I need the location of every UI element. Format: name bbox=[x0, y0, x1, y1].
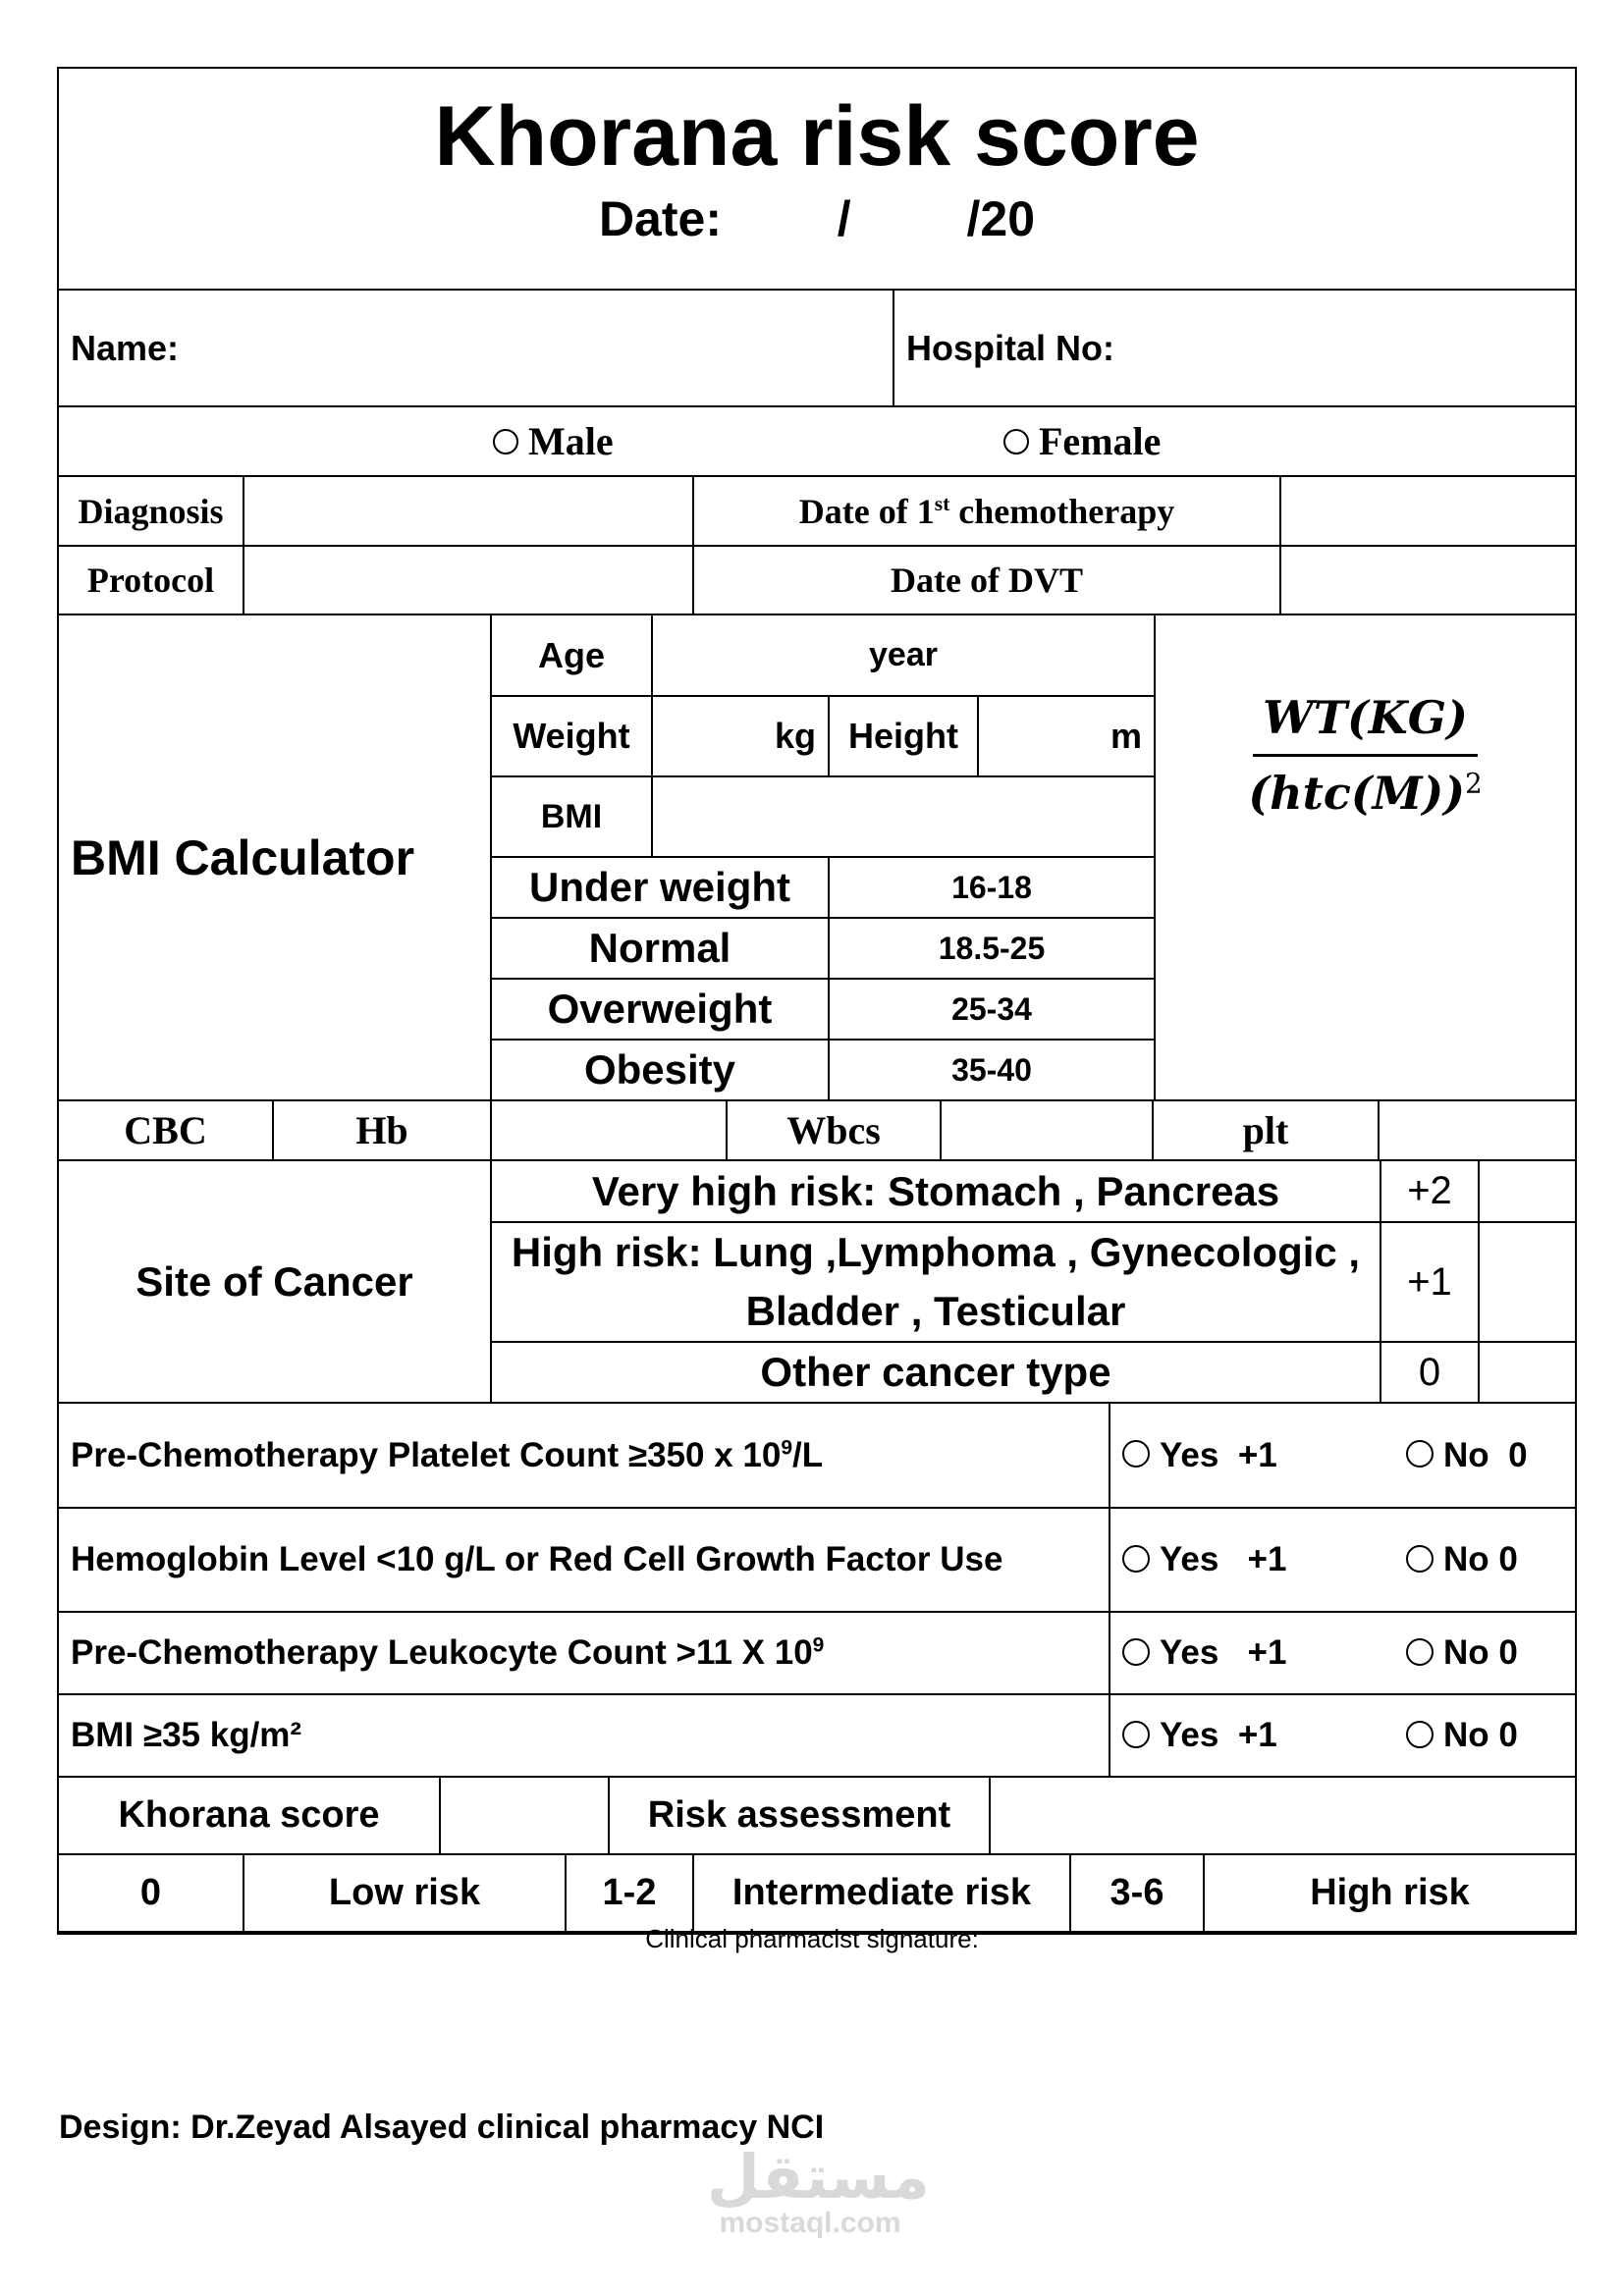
watermark-arabic: مستقل bbox=[707, 2141, 930, 2213]
date-label: Date: bbox=[598, 191, 722, 246]
bmi-formula bbox=[1155, 615, 1575, 1100]
wbcs-input[interactable] bbox=[941, 1101, 1153, 1160]
bmi-input[interactable] bbox=[652, 776, 1155, 857]
yes-radio-icon[interactable] bbox=[1122, 1721, 1150, 1748]
yes-radio-icon[interactable] bbox=[1122, 1545, 1150, 1573]
dvt-input[interactable] bbox=[1280, 546, 1575, 614]
male-label: Male bbox=[528, 418, 614, 463]
no-radio-icon[interactable] bbox=[1406, 1440, 1434, 1468]
bmi-range-value: 35-40 bbox=[829, 1040, 1155, 1100]
plt-label: plt bbox=[1153, 1101, 1379, 1160]
hb-input[interactable] bbox=[491, 1101, 727, 1160]
male-option[interactable] bbox=[493, 418, 614, 464]
page-title: Khorana risk score bbox=[434, 89, 1200, 184]
first-chemo-label: Date of 1st chemotherapy bbox=[693, 477, 1280, 546]
site-row-score: 0 bbox=[1380, 1342, 1479, 1403]
scale-range: 0 bbox=[59, 1855, 244, 1932]
bmi-range-value: 16-18 bbox=[829, 857, 1155, 918]
female-label: Female bbox=[1039, 418, 1162, 463]
bmi-range-label: Normal bbox=[491, 918, 829, 979]
hospital-no-label: Hospital No: bbox=[906, 327, 1114, 368]
form-header bbox=[59, 69, 1575, 291]
height-input[interactable] bbox=[978, 696, 1155, 776]
date-line bbox=[59, 190, 1575, 247]
criterion-no-option[interactable]: No 0 bbox=[1394, 1694, 1575, 1777]
scale-range: 3-6 bbox=[1070, 1855, 1204, 1932]
weight-input[interactable] bbox=[652, 696, 829, 776]
plt-input[interactable] bbox=[1379, 1101, 1575, 1160]
criterion-yes-option[interactable]: Yes +1 bbox=[1110, 1694, 1394, 1777]
site-row-score: +1 bbox=[1380, 1222, 1479, 1342]
scale-label: High risk bbox=[1204, 1855, 1575, 1932]
design-credit: Design: Dr.Zeyad Alsayed clinical pharmacy NCI bbox=[59, 2109, 825, 2146]
yes-radio-icon[interactable] bbox=[1122, 1638, 1150, 1666]
criterion-yes-option[interactable]: Yes +1 bbox=[1110, 1404, 1394, 1508]
khorana-form bbox=[57, 67, 1577, 1935]
mostaql-watermark bbox=[707, 2141, 930, 2239]
risk-assessment-input[interactable] bbox=[990, 1778, 1575, 1854]
hb-label: Hb bbox=[273, 1101, 491, 1160]
khorana-score-input[interactable] bbox=[440, 1778, 609, 1854]
name-field[interactable] bbox=[59, 291, 893, 406]
male-radio-icon[interactable] bbox=[493, 429, 518, 454]
first-chemo-input[interactable] bbox=[1280, 477, 1575, 546]
gender-table bbox=[59, 407, 1575, 477]
criterion-label: Pre-Chemotherapy Leukocyte Count >11 X $10^9$ bbox=[59, 1612, 1110, 1694]
site-row-text: Other cancer type bbox=[491, 1342, 1380, 1403]
age-unit: year bbox=[869, 636, 938, 673]
cbc-table bbox=[59, 1101, 1575, 1161]
protocol-input[interactable] bbox=[244, 546, 693, 614]
site-row-text: High risk: Lung ,Lymphoma , Gynecologic , Bladder , Testicular bbox=[491, 1222, 1380, 1342]
diagnosis-input[interactable] bbox=[244, 477, 693, 546]
criterion-yes-option[interactable]: Yes +1 bbox=[1110, 1612, 1394, 1694]
female-radio-icon[interactable] bbox=[1003, 429, 1029, 454]
criterion-yes-option[interactable]: Yes +1 bbox=[1110, 1508, 1394, 1612]
criterion-no-option[interactable]: No 0 bbox=[1394, 1404, 1575, 1508]
criterion-label: Hemoglobin Level <10 g/L or Red Cell Growth Factor Use bbox=[59, 1508, 1110, 1612]
site-row-score: +2 bbox=[1380, 1161, 1479, 1222]
female-option[interactable] bbox=[1003, 418, 1161, 464]
site-of-cancer-label: Site of Cancer bbox=[59, 1161, 491, 1403]
age-label: Age bbox=[491, 615, 652, 696]
hospital-no-field[interactable] bbox=[893, 291, 1575, 406]
bmi-range-value: 18.5-25 bbox=[829, 918, 1155, 979]
signature-label: Clinical pharmacist signature: bbox=[645, 1924, 979, 1953]
criterion-label: Pre-Chemotherapy Platelet Count ≥350 x $10^9/L$ bbox=[59, 1404, 1110, 1508]
criterion-no-option[interactable]: No 0 bbox=[1394, 1508, 1575, 1612]
no-radio-icon[interactable] bbox=[1406, 1721, 1434, 1748]
height-label: Height bbox=[829, 696, 978, 776]
criterion-label: BMI ≥35 kg/m² bbox=[59, 1694, 1110, 1777]
criterion-no-option[interactable]: No 0 bbox=[1394, 1612, 1575, 1694]
risk-assessment-label: Risk assessment bbox=[609, 1778, 990, 1854]
site-row-check[interactable] bbox=[1479, 1222, 1575, 1342]
weight-label: Weight bbox=[491, 696, 652, 776]
site-row-check[interactable] bbox=[1479, 1161, 1575, 1222]
dvt-label: Date of DVT bbox=[693, 546, 1280, 614]
bmi-range-label: Under weight bbox=[491, 857, 829, 918]
site-row-text: Very high risk: Stomach , Pancreas bbox=[491, 1161, 1380, 1222]
height-unit: m bbox=[1110, 716, 1143, 756]
weight-unit: kg bbox=[774, 716, 816, 756]
khorana-score-label: Khorana score bbox=[59, 1778, 440, 1854]
criteria-table bbox=[59, 1404, 1575, 1778]
bmi-range-label: Obesity bbox=[491, 1040, 829, 1100]
cbc-label: CBC bbox=[59, 1101, 273, 1160]
scale-range: 1-2 bbox=[566, 1855, 693, 1932]
scale-label: Intermediate risk bbox=[693, 1855, 1070, 1932]
scale-label: Low risk bbox=[244, 1855, 566, 1932]
bmi-range-value: 25-34 bbox=[829, 979, 1155, 1040]
score-table bbox=[59, 1778, 1575, 1855]
watermark-latin: mostaql.com bbox=[719, 2207, 901, 2239]
no-radio-icon[interactable] bbox=[1406, 1545, 1434, 1573]
protocol-label: Protocol bbox=[59, 546, 244, 614]
site-row-check[interactable] bbox=[1479, 1342, 1575, 1403]
bmi-range-label: Overweight bbox=[491, 979, 829, 1040]
date-separator: / bbox=[837, 191, 851, 246]
formula-denominator: $(htc(M))^2$ bbox=[1248, 766, 1483, 820]
site-table bbox=[59, 1161, 1575, 1404]
age-input[interactable] bbox=[652, 615, 1155, 696]
yes-radio-icon[interactable] bbox=[1122, 1440, 1150, 1468]
bmi-table bbox=[59, 615, 1575, 1101]
formula-numerator: WT(KG) bbox=[1253, 691, 1478, 757]
date-year: /20 bbox=[966, 191, 1036, 246]
identity-table bbox=[59, 291, 1575, 407]
diagnosis-table bbox=[59, 477, 1575, 615]
wbcs-label: Wbcs bbox=[727, 1101, 941, 1160]
no-radio-icon[interactable] bbox=[1406, 1638, 1434, 1666]
diagnosis-label: Diagnosis bbox=[59, 477, 244, 546]
bmi-label: BMI bbox=[491, 776, 652, 857]
bmi-calculator-label: BMI Calculator bbox=[59, 615, 491, 1100]
risk-scale-table bbox=[59, 1855, 1575, 1933]
name-label: Name: bbox=[71, 327, 180, 368]
